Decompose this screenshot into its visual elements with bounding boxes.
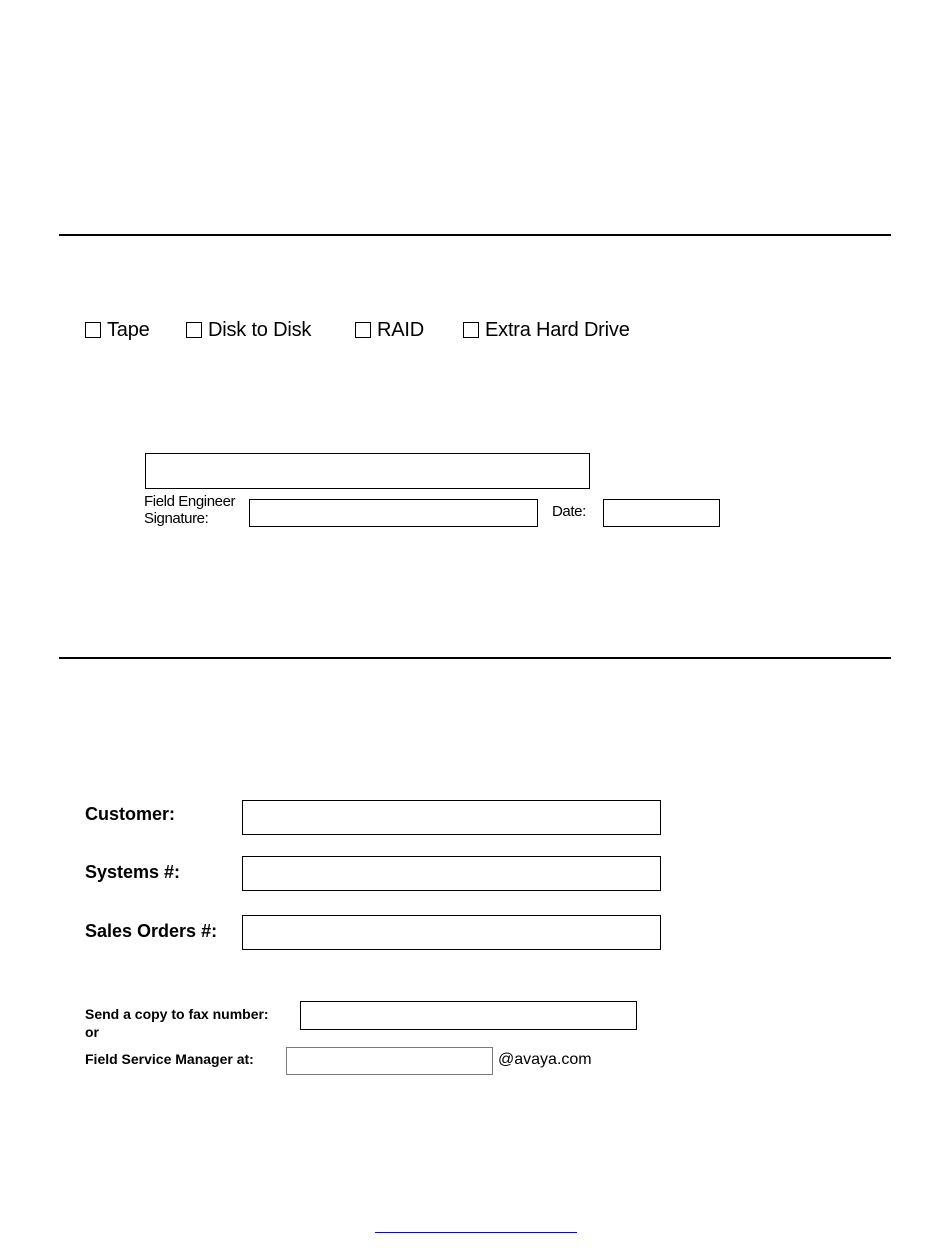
field-engineer-name-input[interactable] (145, 453, 590, 489)
field-service-manager-label: Field Service Manager at: (85, 1051, 254, 1067)
extra-hard-drive-checkbox[interactable] (463, 322, 479, 338)
customer-label: Customer: (85, 804, 176, 824)
systems-label: Systems #: (85, 862, 181, 882)
signature-label: Field Engineer Signature: (144, 493, 236, 527)
or-label: or (85, 1024, 99, 1040)
checkbox-option-raid[interactable] (355, 318, 424, 342)
raid-checkbox[interactable] (355, 322, 371, 338)
tape-checkbox[interactable] (85, 322, 101, 338)
footer-link-underline[interactable] (375, 1232, 577, 1233)
tape-label: Tape (107, 319, 150, 341)
field-service-manager-input[interactable] (286, 1047, 493, 1075)
checkbox-option-disk-to-disk[interactable] (186, 318, 311, 342)
sales-orders-input[interactable] (242, 915, 661, 950)
checkbox-option-extra-hard-drive[interactable] (463, 318, 630, 342)
disk-to-disk-checkbox[interactable] (186, 322, 202, 338)
date-label: Date: (552, 503, 586, 520)
section-divider-middle (59, 657, 891, 659)
fax-label: Send a copy to fax number: (85, 1006, 269, 1022)
checkbox-option-tape[interactable] (85, 318, 150, 342)
date-input[interactable] (603, 499, 720, 527)
extra-hard-drive-label: Extra Hard Drive (485, 319, 630, 341)
section-divider-top (59, 234, 891, 236)
systems-input[interactable] (242, 856, 661, 891)
customer-input[interactable] (242, 800, 661, 835)
raid-label: RAID (377, 319, 424, 341)
email-domain-suffix: @avaya.com (498, 1051, 592, 1068)
disk-to-disk-label: Disk to Disk (208, 319, 312, 341)
sales-orders-label: Sales Orders #: (85, 921, 218, 941)
fax-number-input[interactable] (300, 1001, 637, 1030)
signature-input[interactable] (249, 499, 538, 527)
